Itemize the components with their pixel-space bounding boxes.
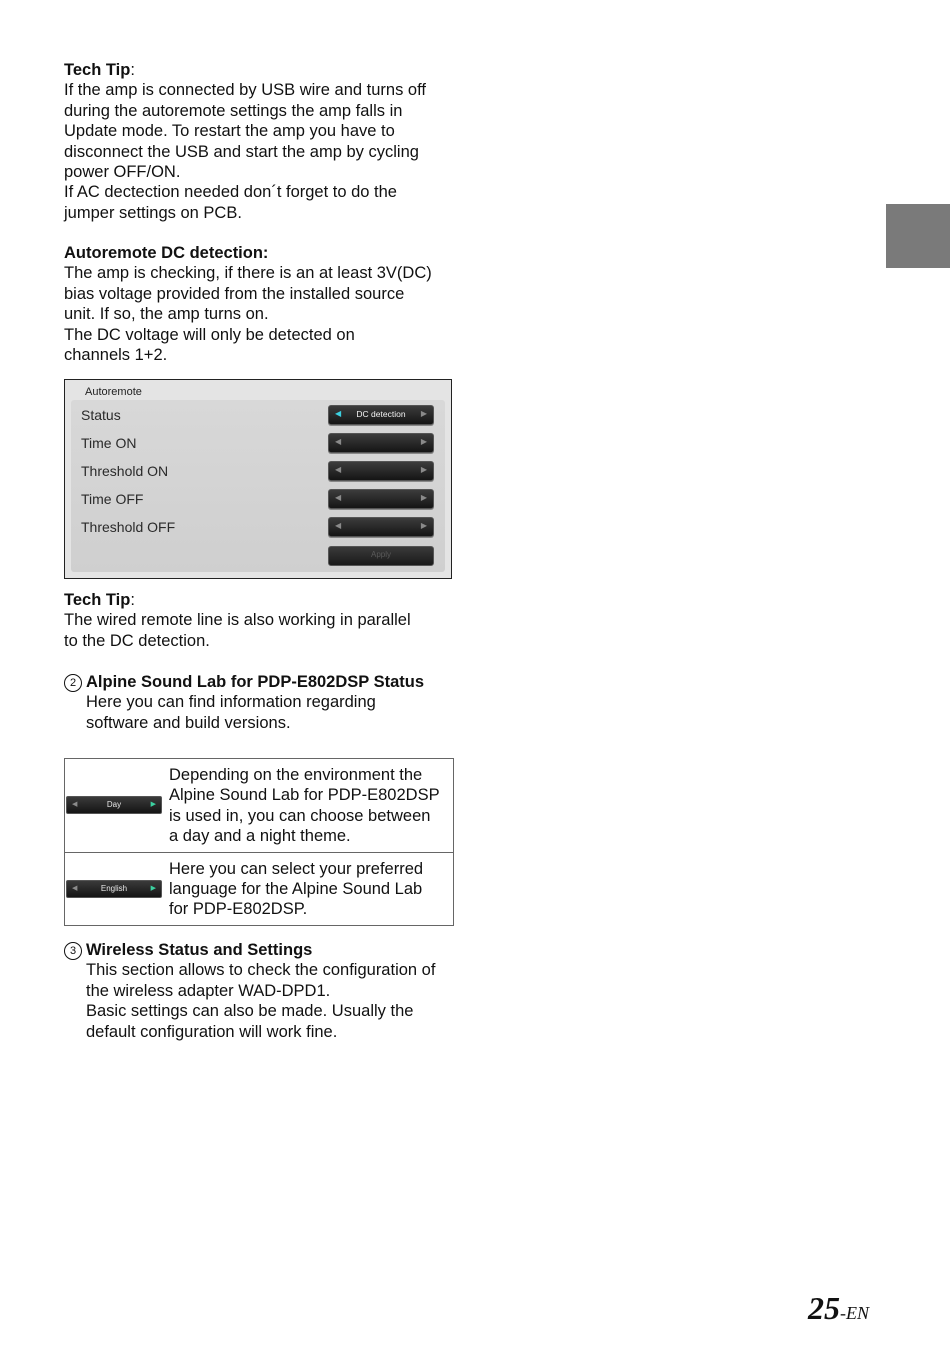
arrow-left-icon[interactable]: ◀ [335,521,342,530]
page-language-suffix: -EN [840,1303,869,1323]
table-text-cell: Depending on the environment the Alpine Sound Lab for PDP-E802DSP is used in, you can choose between a day and a night theme. [169,766,440,846]
threshold-off-label: Threshold OFF [81,519,176,535]
tech-tip-heading: Tech Tip [64,61,131,79]
table-row [65,852,453,925]
tech-tip-heading: Tech Tip [64,591,131,609]
text-line: jumper settings on PCB. [64,203,242,222]
section-3-title: Wireless Status and Settings [86,941,313,959]
text-line: Basic settings can also be made. Usually the [86,1002,414,1021]
threshold-on-selector[interactable] [328,461,434,481]
text-line: If the amp is connected by USB wire and turns off [64,81,426,100]
page-number-value: 25 [808,1290,840,1326]
tech-tip-1: Tech Tip: If the amp is connected by USB wire and turns off during the autoremote settings the amp falls in Update mode. To restart the amp you have to disconnect the USB and start the amp by cycling power OFF/ON. If AC dectection needed don´t forget to do the jumper settings on PCB. [64,60,454,223]
panel-title: Autoremote [85,386,142,398]
page-number [808,1290,869,1327]
language-selector[interactable] [66,880,162,898]
time-on-label: Time ON [81,435,137,451]
time-on-selector[interactable] [328,433,434,453]
arrow-right-icon[interactable]: ▶ [150,884,156,892]
text-line: The amp is checking, if there is an at least 3V(DC) [64,264,432,283]
text-line: The wired remote line is also working in parallel [64,611,411,630]
text-line: to the DC detection. [64,631,210,650]
language-value: English [100,883,128,893]
section-tab-marker [886,204,950,268]
arrow-left-icon[interactable]: ◀ [72,884,78,892]
table-image-cell [65,759,169,852]
day-night-selector[interactable] [66,796,162,814]
arrow-left-icon[interactable]: ◀ [335,437,342,446]
text-line: The DC voltage will only be detected on [64,325,355,344]
arrow-right-icon[interactable]: ▶ [420,437,427,446]
threshold-off-selector[interactable] [328,517,434,537]
arrow-right-icon[interactable]: ▶ [420,465,427,474]
dc-detection-section [64,243,454,365]
text-line: disconnect the USB and start the amp by cycling [64,142,419,161]
arrow-right-icon[interactable]: ▶ [420,493,427,502]
arrow-left-icon[interactable]: ◀ [335,409,342,418]
text-line: software and build versions. [86,713,291,732]
section-3 [64,940,464,1042]
status-label: Status [81,407,121,423]
text-line: channels 1+2. [64,346,168,365]
text-line: bias voltage provided from the installed source [64,284,405,303]
text-line: unit. If so, the amp turns on. [64,305,269,324]
text-line: power OFF/ON. [64,163,181,182]
theme-value: Day [106,800,122,809]
text-line: the wireless adapter WAD-DPD1. [86,981,331,1000]
apply-button[interactable] [328,546,434,566]
arrow-left-icon[interactable]: ◀ [335,465,342,474]
text-line: Update mode. To restart the amp you have to [64,122,395,141]
arrow-right-icon[interactable]: ▶ [420,521,427,530]
status-selector[interactable] [328,405,434,425]
theme-language-table [64,758,454,926]
arrow-left-icon[interactable]: ◀ [72,801,78,808]
arrow-right-icon[interactable]: ▶ [150,801,156,808]
time-off-selector[interactable] [328,489,434,509]
text-line: If AC dectection needed don´t forget to do the [64,183,397,202]
status-value: DC detection [356,409,406,419]
circled-number-3: 3 [64,942,82,960]
text-line: default configuration will work fine. [86,1022,338,1041]
text-line: during the autoremote settings the amp falls in [64,101,403,120]
table-row [65,759,453,852]
dc-detection-heading: Autoremote DC detection: [64,244,269,262]
threshold-on-label: Threshold ON [81,463,169,479]
text-line: Here you can find information regarding [86,693,376,712]
section-2-title: Alpine Sound Lab for PDP-E802DSP Status [86,673,425,691]
table-text-cell: Here you can select your preferred language for the Alpine Sound Lab for PDP-E802DSP. [169,859,424,919]
autoremote-panel-screenshot [64,379,452,579]
text-line: This section allows to check the configuration of [86,961,436,980]
arrow-left-icon[interactable]: ◀ [335,493,342,502]
time-off-label: Time OFF [81,491,144,507]
arrow-right-icon[interactable]: ▶ [420,409,427,418]
tech-tip-2: Tech Tip: The wired remote line is also working in parallel to the DC detection. [64,590,454,651]
circled-number-2: 2 [64,674,82,692]
table-image-cell [65,853,169,925]
apply-button-label: Apply [370,550,391,559]
section-2 [64,672,464,733]
